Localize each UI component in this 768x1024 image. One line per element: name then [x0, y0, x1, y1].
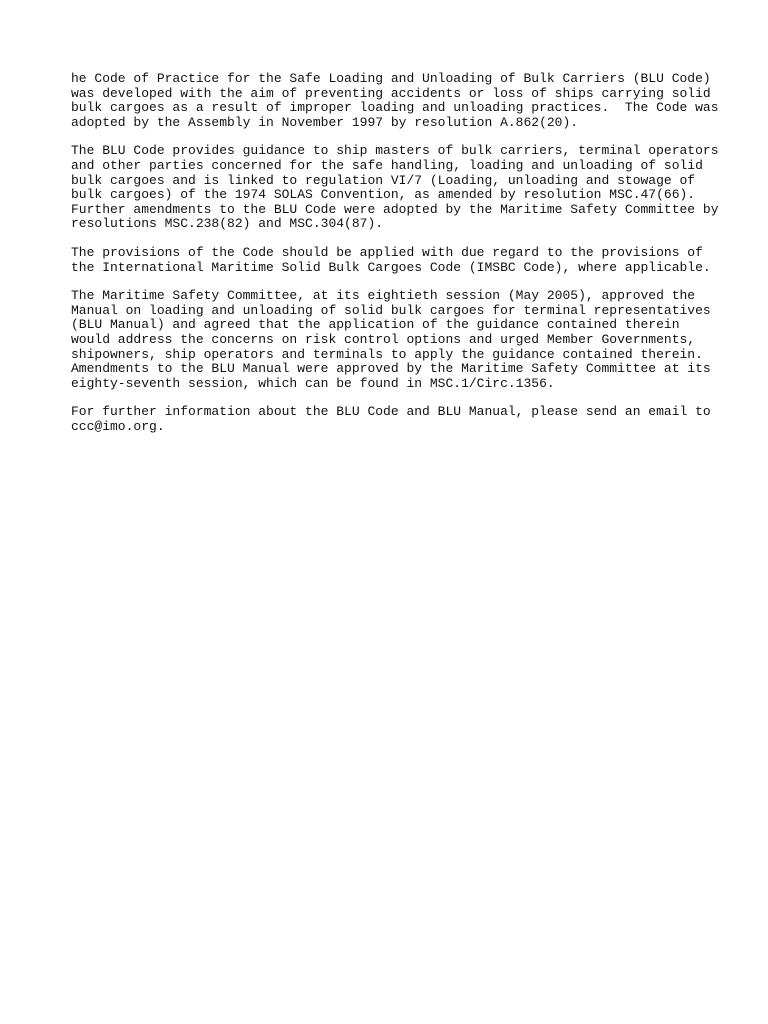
paragraph-imsbc — [71, 246, 731, 275]
text-line: eighty-seventh session, which can be found in MSC.1/Circ.1356. — [71, 375, 555, 391]
text-line: bulk cargoes as a result of improper loading and unloading practices. The Code was — [71, 100, 719, 116]
text-line: would address the concerns on risk control options and urged Member Governments, — [71, 331, 696, 347]
text-line: and other parties concerned for the safe handling, loading and unloading of solid — [71, 157, 703, 173]
text-line: he Code of Practice for the Safe Loading and Unloading of Bulk Carriers (BLU Code) — [71, 71, 711, 86]
text-line: was developed with the aim of preventing accidents or loss of ships carrying solid — [71, 85, 711, 101]
text-line: bulk cargoes and is linked to regulation VI/7 (Loading, unloading and stowage of — [71, 172, 696, 188]
paragraph-intro — [71, 72, 731, 130]
text-line: shipowners, ship operators and terminals to apply the guidance contained therein. — [71, 346, 703, 362]
text-line: The provisions of the Code should be applied with due regard to the provisions of — [71, 244, 703, 260]
text-line: For further information about the BLU Code and BLU Manual, please send an email to — [71, 404, 711, 420]
text-line: The Maritime Safety Committee, at its eightieth session (May 2005), approved the — [71, 288, 696, 304]
contact-email-line: ccc@imo.org. — [71, 418, 165, 434]
text-line: resolutions MSC.238(82) and MSC.304(87). — [71, 216, 384, 232]
text-line: Further amendments to the BLU Code were adopted by the Maritime Safety Committee by — [71, 201, 719, 217]
text-line: the International Maritime Solid Bulk Cargoes Code (IMSBC Code), where applicable. — [71, 259, 711, 275]
text-line: adopted by the Assembly in November 1997 by resolution A.862(20). — [71, 114, 579, 130]
paragraph-contact — [71, 405, 731, 434]
text-line: bulk cargoes) of the 1974 SOLAS Convention, as amended by resolution MSC.47(66). — [71, 187, 696, 203]
document-body — [71, 72, 731, 448]
paragraph-blu-guidance — [71, 144, 731, 232]
paragraph-blu-manual — [71, 289, 731, 391]
text-line: (BLU Manual) and agreed that the application of the guidance contained therein — [71, 317, 680, 333]
text-line: The BLU Code provides guidance to ship masters of bulk carriers, terminal operators — [71, 143, 719, 159]
text-line: Manual on loading and unloading of solid bulk cargoes for terminal representatives — [71, 302, 711, 318]
text-line: Amendments to the BLU Manual were approved by the Maritime Safety Committee at its — [71, 361, 711, 377]
